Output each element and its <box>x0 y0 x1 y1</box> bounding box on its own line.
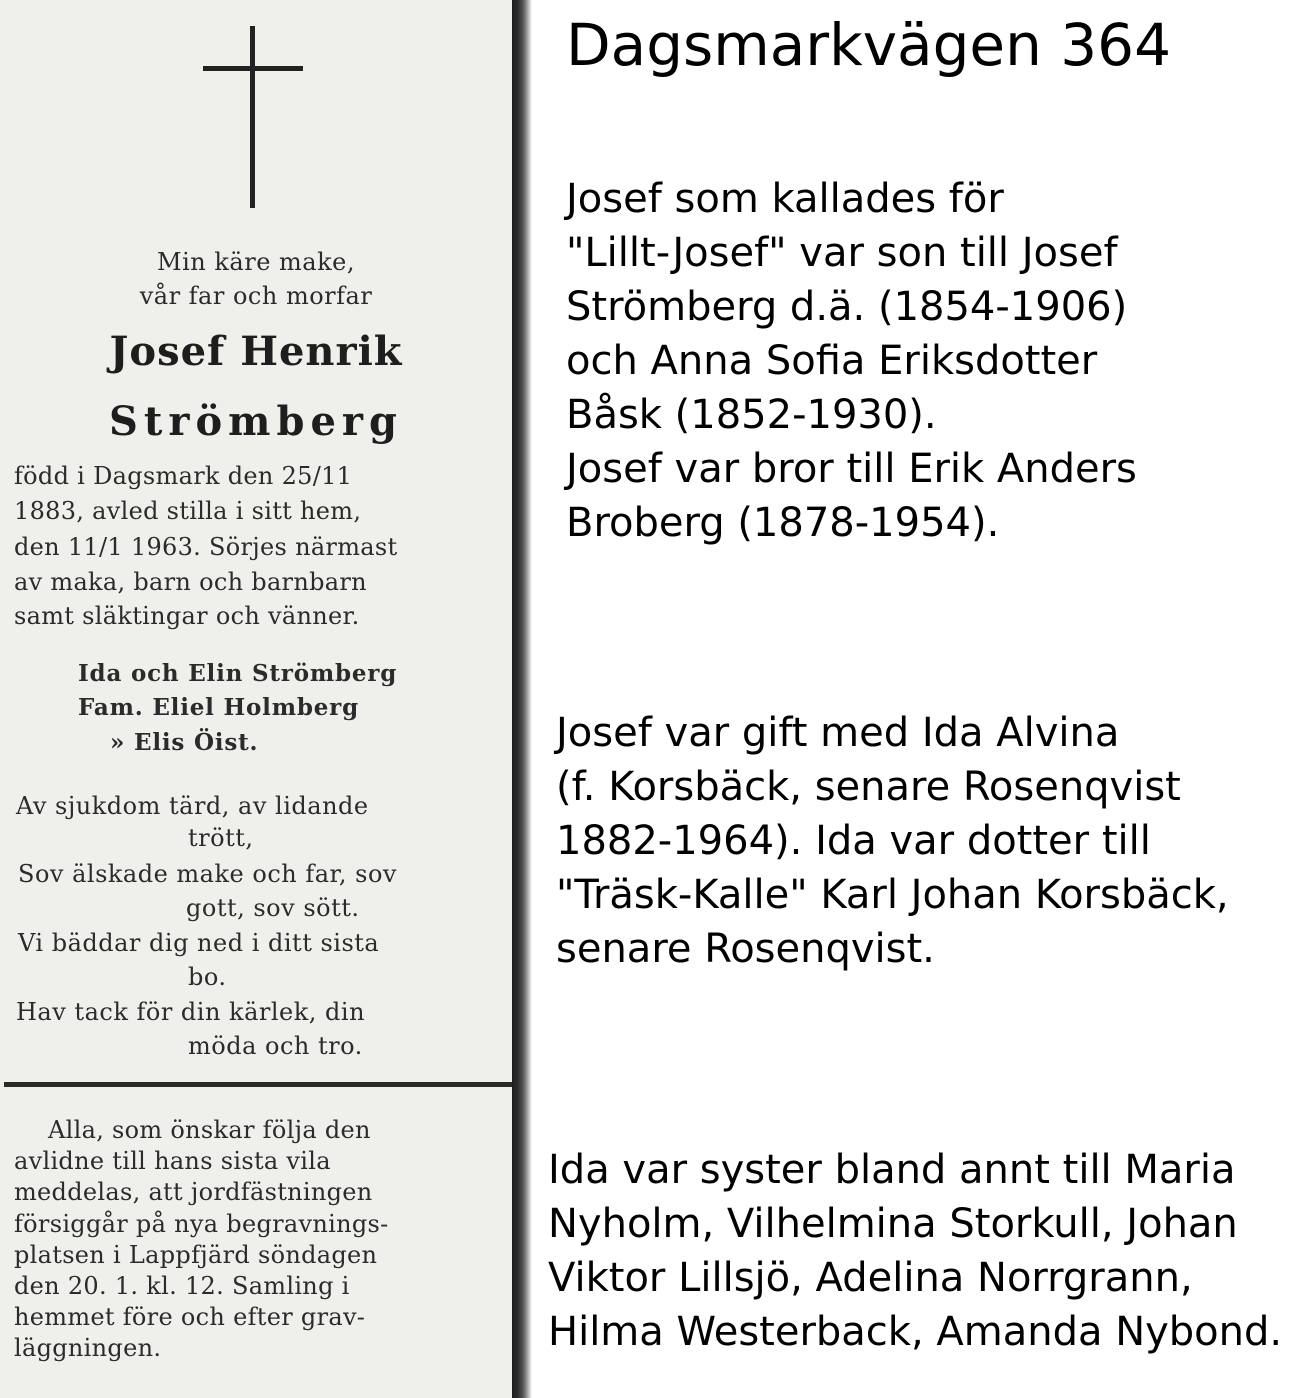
verse-line: Sov älskade make och far, sov <box>18 860 397 888</box>
verse-line: möda och tro. <box>188 1032 363 1060</box>
page-title: Dagsmarkvägen 364 <box>566 11 1171 79</box>
paragraph-line: Hilma Westerback, Amanda Nybond. <box>548 1309 1283 1355</box>
notice-line: 1883, avled stilla i sitt hem, <box>14 497 362 525</box>
deceased-surname: Strömberg <box>109 398 403 445</box>
notice-line: samt släktingar och vänner. <box>14 602 360 630</box>
paragraph-line: senare Rosenqvist. <box>556 926 935 972</box>
paragraph-line: Josef var bror till Erik Anders <box>566 446 1137 492</box>
paragraph-line: 1882-1964). Ida var dotter till <box>556 818 1151 864</box>
funeral-line: platsen i Lappfjärd söndagen <box>14 1241 378 1269</box>
paragraph-siblings <box>548 1143 1282 1359</box>
intro-line: Min käre make, <box>157 248 355 276</box>
paragraph-parents <box>566 172 1137 550</box>
intro-line: vår far och morfar <box>139 282 373 310</box>
funeral-line: Alla, som önskar följa den <box>48 1116 371 1144</box>
paragraph-line: Broberg (1878-1954). <box>566 500 1000 546</box>
paragraph-line: Josef som kallades för <box>566 176 1004 222</box>
verse-line: gott, sov sött. <box>186 894 360 922</box>
paragraph-line: Nyholm, Vilhelmina Storkull, Johan <box>548 1201 1238 1247</box>
funeral-line: läggningen. <box>14 1334 162 1362</box>
notice-line: född i Dagsmark den 25/11 <box>14 462 353 490</box>
paragraph-line: och Anna Sofia Eriksdotter <box>566 338 1098 384</box>
cross-icon <box>203 26 303 208</box>
verse-line: Av sjukdom tärd, av lidande <box>16 792 369 820</box>
verse-line: Hav tack för din kärlek, din <box>16 998 366 1026</box>
funeral-line: meddelas, att jordfästningen <box>14 1178 373 1206</box>
paragraph-marriage <box>556 706 1229 976</box>
mourner-line: Ida och Elin Strömberg <box>78 660 398 687</box>
funeral-line: försiggår på nya begravnings- <box>14 1210 389 1238</box>
notice-line: av maka, barn och barnbarn <box>14 568 367 596</box>
paragraph-line: Ida var syster bland annt till Maria <box>548 1147 1236 1193</box>
funeral-line: hemmet före och efter grav- <box>14 1303 366 1331</box>
notice-line: den 11/1 1963. Sörjes närmast <box>14 533 398 561</box>
mourner-line: » Elis Öist. <box>110 729 259 756</box>
obituary-clipping <box>0 0 512 1398</box>
paragraph-line: "Träsk-Kalle" Karl Johan Korsbäck, <box>556 872 1229 918</box>
paragraph-line: Båsk (1852-1930). <box>566 392 937 438</box>
clipping-edge <box>512 0 532 1398</box>
funeral-line: avlidne till hans sista vila <box>14 1147 331 1175</box>
verse-line: trött, <box>188 824 254 852</box>
deceased-name: Josef Henrik <box>109 328 403 375</box>
mourner-line: Fam. Eliel Holmberg <box>78 694 359 721</box>
paragraph-line: Josef var gift med Ida Alvina <box>556 710 1120 756</box>
divider-rule <box>4 1082 512 1087</box>
funeral-line: den 20. 1. kl. 12. Samling i <box>14 1272 350 1300</box>
paragraph-line: Strömberg d.ä. (1854-1906) <box>566 284 1128 330</box>
verse-line: bo. <box>188 963 227 991</box>
paragraph-line: "Lillt-Josef" var son till Josef <box>566 230 1118 276</box>
paragraph-line: Viktor Lillsjö, Adelina Norrgrann, <box>548 1255 1193 1301</box>
paragraph-line: (f. Korsbäck, senare Rosenqvist <box>556 764 1181 810</box>
verse-line: Vi bäddar dig ned i ditt sista <box>18 929 380 957</box>
